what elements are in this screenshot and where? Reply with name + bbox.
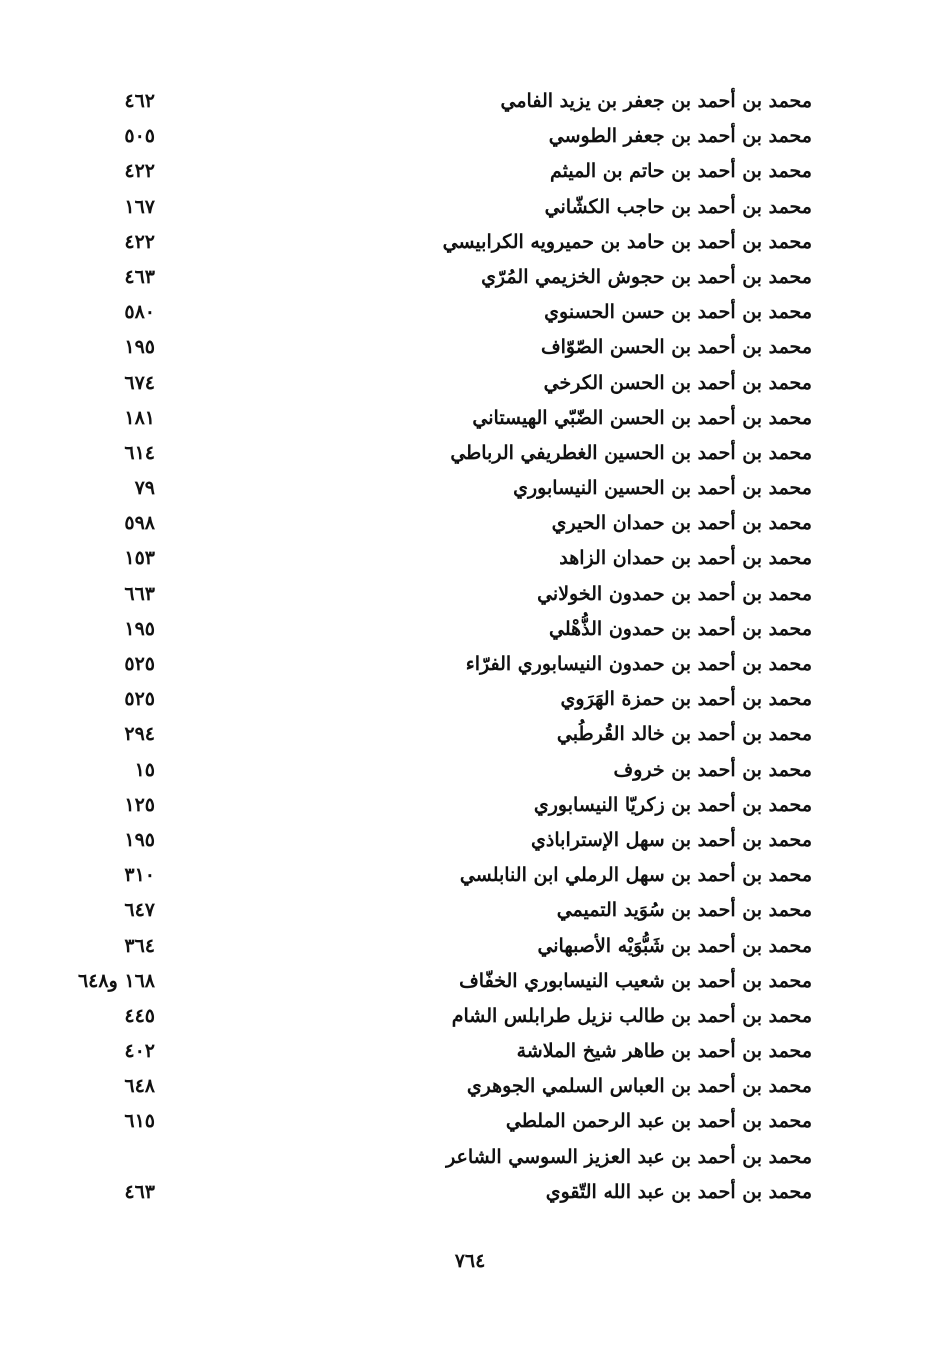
- index-entry: [0, 964, 940, 999]
- entry-page-number: ١٦٧: [124, 195, 155, 218]
- entry-page-number: ٤٢٢: [124, 160, 155, 183]
- index-entry: [0, 154, 940, 189]
- entry-page-number: ١٩٥: [124, 828, 155, 851]
- entry-name: محمد بن أحمد بن خالد القُرطُبي: [556, 723, 812, 746]
- entry-name: محمد بن أحمد بن سهل الرملي ابن النابلسي: [459, 864, 812, 887]
- index-list: [0, 84, 940, 1210]
- index-entry: [0, 84, 940, 119]
- entry-name: محمد بن أحمد بن الحسن الضّبّي الهيستاني: [472, 406, 812, 429]
- index-entry: [0, 717, 940, 752]
- index-entry: [0, 260, 940, 295]
- entry-page-number: ٤٤٥: [124, 1004, 155, 1027]
- entry-page-number: ١٢٥: [124, 793, 155, 816]
- entry-page-number: ٢٩٤: [124, 723, 155, 746]
- entry-page-number: ١٥: [134, 758, 155, 781]
- entry-page-number: ٥٠٥: [124, 125, 155, 148]
- index-entry: [0, 1140, 940, 1175]
- entry-page-number: ١٨١: [124, 406, 155, 429]
- index-entry: [0, 330, 940, 365]
- index-entry: [0, 436, 940, 471]
- index-entry: [0, 823, 940, 858]
- entry-name: محمد بن أحمد بن حمدون الخولاني: [537, 582, 812, 605]
- entry-name: محمد بن أحمد بن حمدان الحيري: [551, 512, 812, 535]
- entry-name: محمد بن أحمد بن سهل الإستراباذي: [531, 828, 812, 851]
- entry-page-number: ٣١٠: [124, 864, 155, 887]
- entry-name: محمد بن أحمد بن حمزة الهَرَوي: [560, 688, 812, 711]
- entry-name: محمد بن أحمد بن الحسين الغطريفي الرباطي: [450, 441, 812, 464]
- entry-page-number: ٣٦٤: [124, 934, 155, 957]
- entry-name: محمد بن أحمد بن خروف: [613, 758, 812, 781]
- index-entry: [0, 999, 940, 1034]
- page-number: ٧٦٤: [454, 1250, 486, 1272]
- index-entry: [0, 119, 940, 154]
- entry-name: محمد بن أحمد بن حسن الحسنوي: [544, 301, 812, 324]
- entry-page-number: ٤٦٣: [124, 1180, 155, 1203]
- entry-name: محمد بن أحمد بن طاهر شيخ الملاشة: [516, 1040, 812, 1063]
- entry-name: محمد بن أحمد بن سُوَيد التميمي: [556, 899, 812, 922]
- entry-page-number: ٤٢٢: [124, 230, 155, 253]
- entry-page-number: ٦٦٣: [124, 582, 155, 605]
- entry-name: محمد بن أحمد بن الحسن الصّوّاف: [540, 336, 812, 359]
- index-entry: [0, 612, 940, 647]
- entry-name: محمد بن أحمد بن شَبُّوَيْه الأصبهاني: [537, 934, 812, 957]
- entry-name: محمد بن أحمد بن حمدون النيسابوري الفرّاء: [465, 653, 812, 675]
- entry-name: محمد بن أحمد بن زكريّا النيسابوري: [533, 793, 812, 816]
- index-entry: [0, 1034, 940, 1069]
- entry-name: محمد بن أحمد بن عبد العزيز السوسي الشاعر: [446, 1145, 812, 1168]
- entry-name: محمد بن أحمد بن حاجب الكشّاني: [544, 195, 812, 218]
- entry-name: محمد بن أحمد بن طالب نزيل طرابلس الشام: [451, 1004, 812, 1027]
- entry-name: محمد بن أحمد بن حاتم بن الميثم: [550, 160, 812, 183]
- entry-name: محمد بن أحمد بن عبد الله التّقوي: [545, 1180, 812, 1203]
- index-entry: [0, 1175, 940, 1210]
- entry-page-number: ٥٢٥: [124, 653, 155, 675]
- index-entry: [0, 401, 940, 436]
- index-entry: [0, 471, 940, 506]
- index-entry: [0, 295, 940, 330]
- index-entry: [0, 929, 940, 964]
- index-entry: [0, 647, 940, 682]
- entry-name: محمد بن أحمد بن حجوش الخزيمي المُرّي: [481, 265, 812, 288]
- entry-name: محمد بن أحمد بن الحسن الكرخي: [543, 371, 812, 394]
- entry-page-number: ٤٦٢: [124, 90, 155, 112]
- entry-page-number: ٤٠٢: [124, 1040, 155, 1063]
- entry-page-number: ٦١٤: [124, 441, 155, 464]
- entry-name: محمد بن أحمد بن شعيب النيسابوري الخفّاف: [459, 969, 812, 992]
- entry-name: محمد بن أحمد بن العباس السلمي الجوهري: [466, 1075, 812, 1098]
- entry-page-number: ١٩٥: [124, 617, 155, 640]
- entry-page-number: ١٦٨ و٦٤٨: [77, 969, 155, 992]
- index-entry: [0, 225, 940, 260]
- index-entry: [0, 541, 940, 576]
- entry-page-number: ٦٧٤: [124, 371, 155, 394]
- entry-page-number: ٦٤٧: [124, 899, 155, 922]
- entry-name: محمد بن أحمد بن جعفر بن يزيد الفامي: [500, 90, 812, 112]
- entry-page-number: ١٩٥: [124, 336, 155, 359]
- index-entry: [0, 366, 940, 401]
- entry-page-number: ١٥٣: [124, 547, 155, 570]
- entry-name: محمد بن أحمد بن عبد الرحمن الملطي: [505, 1110, 812, 1133]
- index-entry: [0, 577, 940, 612]
- index-entry: [0, 1069, 940, 1104]
- index-entry: [0, 682, 940, 717]
- entry-name: محمد بن أحمد بن حمدون الذُّهْلي: [549, 617, 812, 640]
- entry-page-number: ٥٢٥: [124, 688, 155, 711]
- entry-name: محمد بن أحمد بن حامد بن حميرويه الكرابيسي: [442, 230, 812, 253]
- index-entry: [0, 788, 940, 823]
- entry-page-number: ٥٨٠: [124, 301, 155, 324]
- index-entry: [0, 753, 940, 788]
- entry-name: محمد بن أحمد بن الحسين النيسابوري: [513, 477, 812, 500]
- entry-name: محمد بن أحمد بن جعفر الطوسي: [548, 125, 812, 148]
- entry-page-number: ٥٩٨: [124, 512, 155, 535]
- entry-page-number: ٧٩: [134, 477, 155, 500]
- index-entry: [0, 858, 940, 893]
- index-entry: [0, 506, 940, 541]
- entry-name: محمد بن أحمد بن حمدان الزاهد: [559, 547, 812, 570]
- entry-page-number: ٦١٥: [124, 1110, 155, 1133]
- entry-page-number: ٤٦٣: [124, 265, 155, 288]
- index-entry: [0, 190, 940, 225]
- entry-page-number: ٦٤٨: [124, 1075, 155, 1098]
- index-entry: [0, 893, 940, 928]
- index-entry: [0, 1104, 940, 1139]
